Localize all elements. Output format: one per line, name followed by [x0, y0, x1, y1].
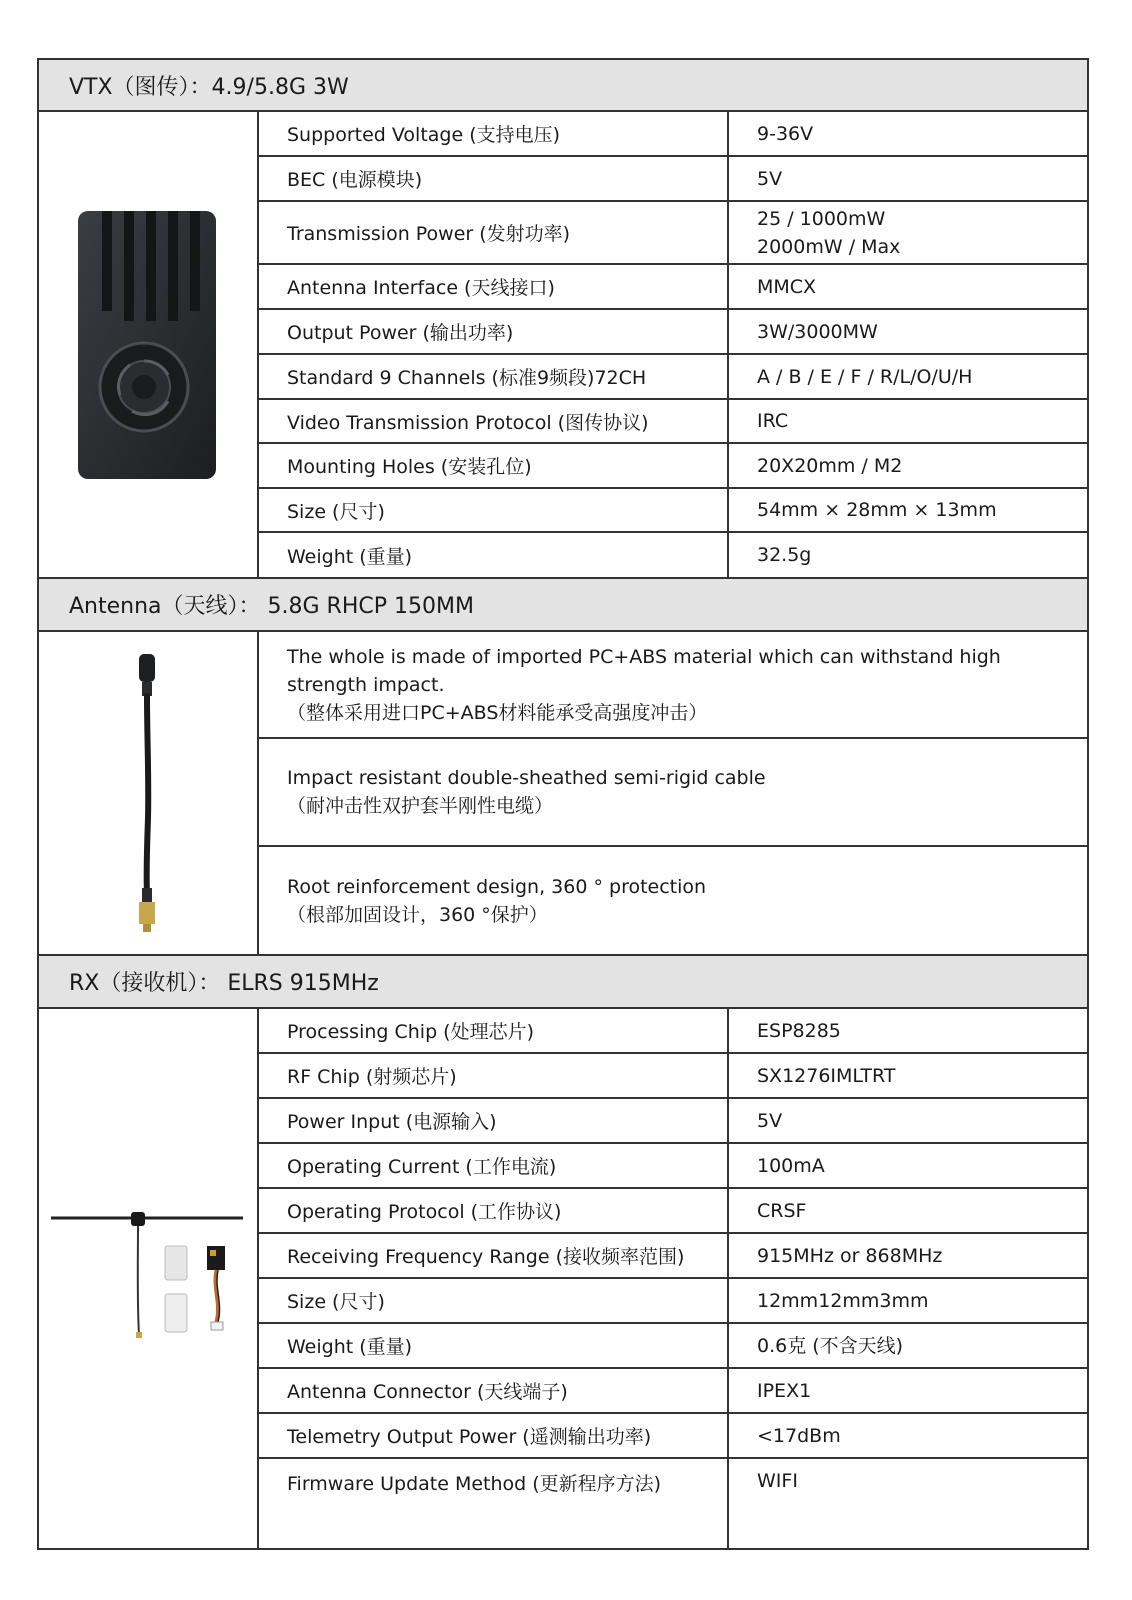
spec-key: BEC (电源模块) — [259, 157, 729, 200]
spec-value — [729, 1459, 1089, 1550]
spec-value-line: 0.6克 (不含天线) — [757, 1334, 904, 1357]
spec-value-line: MMCX — [757, 275, 817, 298]
spec-value-line: 12mm12mm3mm — [757, 1289, 929, 1312]
feature-cn: （耐冲击性双护套半刚性电缆） — [287, 795, 554, 817]
spec-value — [729, 1099, 1089, 1142]
spec-value-line: 25 / 1000mW — [757, 207, 886, 230]
spec-row — [259, 489, 1089, 533]
spec-value — [729, 310, 1089, 353]
spec-value-line: A / B / E / F / R/L/O/U/H — [757, 365, 973, 388]
spec-row — [259, 1054, 1089, 1099]
spec-value-line: SX1276IMLTRT — [757, 1064, 896, 1087]
spec-row — [259, 1369, 1089, 1414]
spec-value — [729, 1234, 1089, 1277]
spec-row — [259, 310, 1089, 355]
antenna-feature — [259, 739, 1089, 847]
antenna-feature — [259, 632, 1089, 739]
spec-key: Output Power (输出功率) — [259, 310, 729, 353]
feature-cn: （根部加固设计，360 °保护） — [287, 903, 548, 926]
spec-value — [729, 400, 1089, 442]
spec-value-line: 9-36V — [757, 122, 814, 145]
spec-value-line: 5V — [757, 1109, 783, 1132]
spec-value-line: 20X20mm / M2 — [757, 454, 903, 477]
spec-value — [729, 1414, 1089, 1457]
spec-key: Size (尺寸) — [259, 489, 729, 531]
spec-value — [729, 1324, 1089, 1367]
spec-key: Antenna Connector (天线端子) — [259, 1369, 729, 1412]
spec-value-line: 5V — [757, 167, 783, 190]
spec-row — [259, 265, 1089, 310]
feature-cn: （整体采用进口PC+ABS材料能承受高强度冲击） — [287, 701, 708, 724]
spec-row — [259, 157, 1089, 202]
feature-en: Root reinforcement design, 360 ° protection — [287, 875, 707, 898]
spec-value — [729, 1144, 1089, 1187]
spec-row — [259, 1414, 1089, 1459]
rx-receiver-image — [47, 1210, 247, 1350]
spec-value — [729, 355, 1089, 398]
spec-row — [259, 112, 1089, 157]
vtx-section-header — [37, 58, 1089, 112]
spec-key: Power Input (电源输入) — [259, 1099, 729, 1142]
spec-key: Receiving Frequency Range (接收频率范围) — [259, 1234, 729, 1277]
spec-key: Standard 9 Channels (标准9频段)72CH — [259, 355, 729, 398]
spec-value-line: 100mA — [757, 1154, 825, 1177]
spec-key: RF Chip (射频芯片) — [259, 1054, 729, 1097]
spec-value-line: 3W/3000MW — [757, 320, 878, 343]
antenna-section-header — [37, 577, 1089, 632]
spec-value-line: IPEX1 — [757, 1379, 812, 1402]
vtx-header-text: VTX（图传）：4.9/5.8G 3W — [69, 74, 349, 100]
rx-header-text: RX（接收机）： ELRS 915MHz — [69, 971, 379, 996]
spec-key: Weight (重量) — [259, 1324, 729, 1367]
spec-row — [259, 533, 1089, 577]
spec-value — [729, 1009, 1089, 1052]
spec-row — [259, 1459, 1089, 1550]
spec-row — [259, 355, 1089, 400]
spec-key: Operating Protocol (工作协议) — [259, 1189, 729, 1232]
spec-row — [259, 1324, 1089, 1369]
spec-value-line: CRSF — [757, 1199, 807, 1222]
vtx-module-image — [72, 205, 222, 485]
spec-value — [729, 444, 1089, 487]
spec-key: Transmission Power (发射功率) — [259, 202, 729, 263]
antenna-image — [117, 648, 177, 938]
spec-value-line: ESP8285 — [757, 1019, 841, 1042]
spec-row — [259, 1279, 1089, 1324]
spec-value — [729, 1054, 1089, 1097]
antenna-feature — [259, 847, 1089, 954]
spec-value — [729, 489, 1089, 531]
spec-value-line: <17dBm — [757, 1424, 841, 1447]
spec-key: Weight (重量) — [259, 533, 729, 577]
rx-section-header — [37, 954, 1089, 1009]
spec-row — [259, 1189, 1089, 1234]
antenna-image-cell — [37, 632, 259, 954]
spec-value-line: 32.5g — [757, 544, 812, 566]
spec-value-line: 2000mW / Max — [757, 235, 901, 258]
spec-value-line: 54mm × 28mm × 13mm — [757, 499, 997, 521]
spec-row — [259, 1099, 1089, 1144]
rx-image-cell — [37, 1009, 259, 1550]
spec-value — [729, 1369, 1089, 1412]
antenna-header-text: Antenna（天线）： 5.8G RHCP 150MM — [69, 594, 474, 619]
spec-row — [259, 1234, 1089, 1279]
spec-key: Mounting Holes (安装孔位) — [259, 444, 729, 487]
spec-value — [729, 157, 1089, 200]
spec-row — [259, 1009, 1089, 1054]
spec-key: Video Transmission Protocol (图传协议) — [259, 400, 729, 442]
spec-key: Operating Current (工作电流) — [259, 1144, 729, 1187]
feature-en: The whole is made of imported PC+ABS material which can withstand high strength impact. — [287, 645, 1001, 696]
spec-row — [259, 400, 1089, 444]
spec-key: Antenna Interface (天线接口) — [259, 265, 729, 308]
spec-value — [729, 1189, 1089, 1232]
spec-key: Processing Chip (处理芯片) — [259, 1009, 729, 1052]
spec-value — [729, 112, 1089, 155]
spec-value — [729, 202, 1089, 263]
spec-value-line: IRC — [757, 410, 789, 432]
spec-key: Telemetry Output Power (遥测输出功率) — [259, 1414, 729, 1457]
spec-row — [259, 444, 1089, 489]
spec-key: Size (尺寸) — [259, 1279, 729, 1322]
spec-value — [729, 265, 1089, 308]
spec-value-line: WIFI — [757, 1470, 798, 1492]
spec-row — [259, 202, 1089, 265]
spec-value — [729, 533, 1089, 577]
spec-key: Firmware Update Method (更新程序方法) — [259, 1459, 729, 1550]
feature-en: Impact resistant double-sheathed semi-rigid cable — [287, 767, 766, 789]
spec-value-line: 915MHz or 868MHz — [757, 1244, 943, 1267]
spec-row — [259, 1144, 1089, 1189]
spec-value — [729, 1279, 1089, 1322]
spec-key: Supported Voltage (支持电压) — [259, 112, 729, 155]
vtx-image-cell — [37, 112, 259, 577]
